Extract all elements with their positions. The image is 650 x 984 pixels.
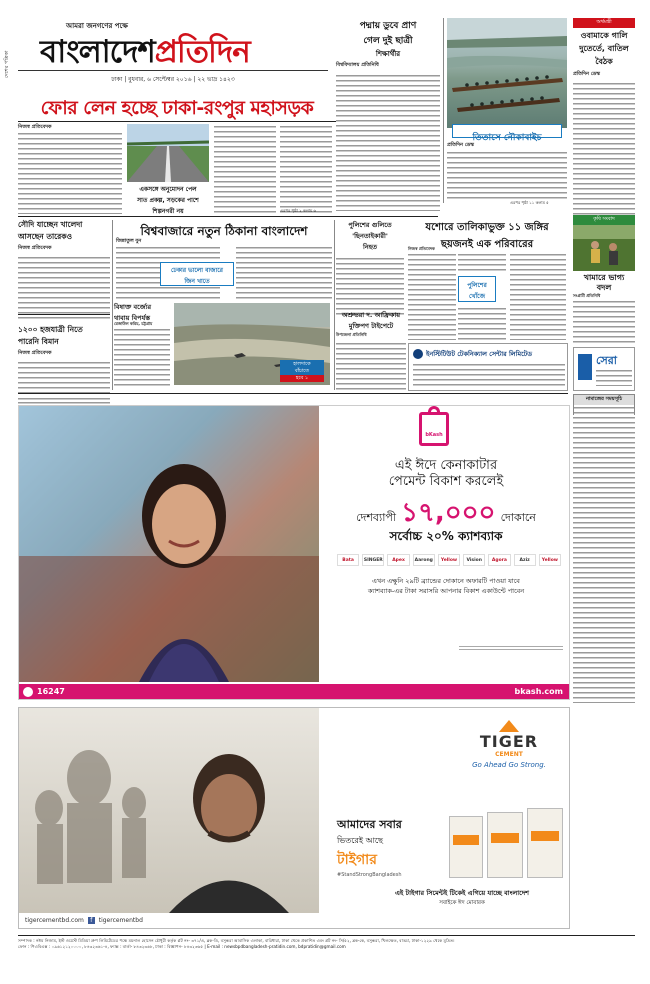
brand-logo: Agora [488,554,510,566]
cement-ad-small[interactable] [573,347,635,391]
bkash-brands [337,554,561,566]
world-market-col-2 [236,245,332,299]
world-market-headline-text: বিশ্ববাজারে নতুন ঠিকানা বাংলাদেশ [140,224,308,238]
obama-headline-3: বৈঠক [595,57,613,66]
footer-imprint [18,938,635,950]
tiger-bags [449,808,565,880]
brand-logo: Yellow [438,554,460,566]
bkash-line-4: দোকানে [500,511,536,524]
section-rule-2 [18,393,568,394]
tiger-bag-3 [527,808,563,878]
farm-byline: সংগ্রামী প্রতিনিধি [573,293,601,298]
farm-headline-1: খামারে ভাগ্য [583,273,625,282]
funeral-body [336,341,406,391]
farm-photo [573,225,635,271]
brand-logo: Aziz [514,554,536,566]
world-market-byline: জিন্নাতুল বুন [116,238,142,244]
police-headline-2: 'ছিনতাইকারী' [352,232,388,240]
inset-line-2: জিন খাতে [184,278,210,285]
bkash-hotline-icon [23,687,33,697]
badge-line-2: বাঁচাতে [294,368,310,374]
story-tag-text: অর্থমন্ত্রী [596,19,612,25]
brand-logo: Yellow [539,554,561,566]
river-col [114,327,170,389]
river-badge [280,360,324,382]
story-tag [573,18,635,28]
police-body [336,256,404,318]
top-story-drowning [336,18,440,208]
sculpture-man-image [19,708,319,913]
bkash-line-1: এই ঈদে কেনাকাটার [394,458,498,473]
caption-line-2: সাত প্রকল্প, সড়কের পাশে [137,197,199,204]
story-body [336,73,440,211]
facebook-icon: f [88,917,95,924]
bkash-line-3: দেশব্যাপী [356,511,396,524]
masthead-rule [18,70,328,71]
river-byline: রেজাউল করিম, চট্টগ্রাম [114,321,153,326]
world-market-headline [114,220,334,243]
footer-line-1: সম্পাদক : নঈম নিজাম, ইস্ট ওয়েস্ট মিডিয়া গ্রুপ লিমিটেডের পক্ষে ময়নাল হোসেন চৌধুরী কর্তৃক প্লট নং- ৩৭১/এ, ব্লক-ডি, বসুন্ধরা আবাসিক এলাকা, বারিধারা, ঢাকা থেকে প্রকাশিত এবং প্লট নং- সি/৫২, ব্লক-কে, বসুন্ধরা, খিলক্ষেত, বাড্ডা, ঢাকা-১২২৯ থেকে মুদ্রিত। [18,938,455,943]
saudi-headline-1: সৌদি যাচ্ছেন খালেদা [18,220,83,229]
yashore-headline-1: যশোরে তালিকাভুক্ত ১১ জঙ্গির [425,222,549,233]
brand-logo: SINGER [362,554,384,566]
saudi-headline-2: আসছেন তারেকও [18,232,73,241]
brand-logo: Vision [463,554,485,566]
lead-col-3 [280,124,332,214]
yashore-byline: নিজস্ব প্রতিবেদক [408,246,435,251]
boat-race-title-box [452,124,562,143]
police-headline-1: পুলিশের গুলিতে [348,221,392,229]
farm-body [573,299,635,345]
boat-race-title: তিতাসে নৌকাবাইচ [472,133,542,143]
tiger-bag-1 [449,816,483,878]
bkash-line-2: পেমেন্ট বিকাশ করলেই [388,474,504,489]
prayer-title: নামাজের সময়সূচি [574,395,634,405]
farm-headline-2: বদল [596,283,612,292]
tiger-photo [19,708,319,913]
bkash-amount: ১৭,০০০ [401,498,496,528]
agri-tag [573,215,635,225]
saudi-rule [18,314,110,315]
yashore-col-2b [458,306,506,340]
tiger-headline-3: টাইগার [337,852,377,868]
masthead-dateline: ঢাকা | বুধবার, ৬ সেপ্টেম্বর ২০১৬ | ২২ ভাদ্র ১৪২৩ [111,76,235,83]
boat-body [447,150,567,200]
agri-tag-text: কৃষি সংবাদ [593,216,615,222]
tiger-fb[interactable]: tigercementbd [98,917,143,924]
lead-cont: এরপর পৃষ্ঠা ২ কলাম ৬ [280,208,317,213]
bkash-cashback: সর্বোচ্চ ২০% ক্যাশব্যাক [389,529,503,543]
tiger-note: এই টাইগার সিমেন্টই টিকেই এগিয়ে যাচ্ছে বাংলাদেশ [394,889,530,897]
tiger-sub: CEMENT [495,751,523,758]
funeral-headline-2: মুক্তিপণ টাইপেটে [348,322,394,330]
tiger-ad[interactable] [18,707,570,929]
funeral-byline: উপজেলা প্রতিনিধি [336,332,367,337]
saudi-story [18,220,110,390]
institute-name: ইনস্টিটিউট টেকনিক্যাল সেন্টার লিমিটেড [426,350,533,358]
farm-image [573,225,635,271]
yashore-col-1 [408,252,456,340]
yashore-col-3 [510,252,566,340]
river-headline-1: বিষাক্ত বর্জ্যের [114,303,152,311]
bkash-bag-logo: bKash [425,432,443,438]
lead-col-1 [18,131,122,214]
masthead-side-tag: দেশের পত্রিকা [4,50,10,78]
tiger-web[interactable]: tigercementbd.com [25,917,84,924]
lead-headline-text: ফোর লেন হচ্ছে ঢাকা-রংপুর মহাসড়ক [40,97,314,119]
boat-race-photo [447,18,567,128]
world-market-inset [160,262,234,286]
tiger-brand: TIGER [479,732,539,751]
story-subhead: শিক্ষার্থীর [375,50,401,58]
tiger-note-2: সবাইকে ঈদ মোবারক [439,900,485,906]
inset-line-1: ঢেকার ভালো বাজারে [171,267,223,274]
yashore-label [458,276,496,302]
highway-image [127,124,209,182]
saudi-byline: নিজস্ব প্রতিবেদক [18,245,52,251]
cement-bag [578,354,592,380]
tiger-bag-2 [487,812,523,878]
mid-col-1 [18,396,110,402]
bkash-hotline[interactable]: 16247 [37,687,65,696]
tiger-tagline: Go Ahead Go Strong. [472,761,546,769]
column-divider [443,18,444,203]
badge-line-3: হবে ১ [280,375,324,382]
masthead [4,18,328,90]
column-divider [112,220,113,390]
footer-rule [18,935,635,936]
police-headline-3: নিহত [362,243,378,251]
right-col-story-lower [573,415,635,703]
yashore-headline-2: ছয়জনই এক পরিবারের [440,239,534,250]
tiger-logo-mark [499,720,519,732]
saudi-body [18,255,110,319]
bkash-band [19,684,570,700]
hajj-headline-2: পারেনি বিমান [18,337,59,346]
story-headline-2: গেল দুই ছাত্রী [363,36,413,46]
lead-rule [18,121,336,122]
institute-logo [413,349,423,359]
tiger-headline [337,816,447,878]
bkash-terms [459,644,563,650]
bkash-note-2: ক্যাশব্যাক-এর টাকা সরাসরি আপনার বিকাশ একাউন্টে পাবেন [367,587,525,595]
institute-details [413,362,565,388]
bkash-bag-icon [419,412,449,446]
top-story-obama [573,18,635,208]
footer-line-2: ফোন : পিএবিএক্স : ০৯৬১২১২০০০০, ৮৪৩২৩৬১-৪, ফ্যাক্স : বার্তা- ৮৪৩২৩৬৮, ঢাকা : বিজ্ঞাপন- ৮৪৩২৩৬৫ | E-mail : newsbpdbangladesh-pratidin.com, bdpratidin@gmail.com [18,944,346,949]
brand-logo: Apex [387,554,409,566]
yashore-label-2: খোঁজে [469,293,485,300]
story-headline: পদ্মায় ডুবে প্রাণ [359,21,417,31]
masthead-slogan: আমরা জনগণের পক্ষে [66,22,128,30]
yashore-label-1: পুলিশের [467,282,487,289]
cement-details [596,368,632,386]
obama-headline-2: দুতের্তে, বাতিল [579,44,629,53]
obama-byline: প্রতিদিন ডেস্ক [573,71,601,77]
obama-body [573,81,635,221]
tiger-headline-2: ভিতরেই আছে [337,836,383,845]
lead-byline: নিজস্ব প্রতিবেদক [18,124,52,130]
tiger-logo [459,720,559,769]
lead-headline [22,94,332,120]
woman-portrait [19,406,319,682]
hajj-byline: নিজস্ব প্রতিবেদক [18,350,52,356]
obama-headline-1: ওবামাকে গালি [580,31,628,40]
bkash-ad[interactable] [18,405,570,700]
funeral-story [336,310,406,390]
river-headline-2: থাবায় বিপর্যস্ত [114,314,150,322]
brand-logo: Aarong [413,554,435,566]
lead-col-2 [214,124,276,214]
bkash-url[interactable]: bkash.com [514,687,563,696]
brand-logo: Bata [337,554,359,566]
highway-photo [127,124,209,182]
institute-ad[interactable] [408,343,568,391]
yashore-col-2 [458,252,506,274]
section-rule-1 [18,216,438,217]
boats-image [447,18,567,128]
caption-line-3: শিল্পনগরী নয় [152,208,184,215]
tiger-hashtag: #StandStrongBangladesh [337,872,402,878]
tiger-headline-1: আমাদের সবার [337,818,402,831]
tiger-links [25,917,225,924]
masthead-title-part1: বাংলাদেশ [40,34,155,70]
hajj-headline-1: ১২০০ হজযাত্রী নিতে [18,325,83,334]
caption-line-1: একসঙ্গে অনুমোদন পেল [139,186,197,193]
cement-brand: সেরা [596,354,617,367]
masthead-logo [40,28,250,80]
boat-byline: প্রতিদিন ডেস্ক [447,142,475,148]
funeral-headline-1: অশ্রুভরা দ. আফ্রিকায় [341,311,401,319]
badge-line-1: হালদাকে [293,361,311,367]
bkash-note: এখন এক্ষুনি ২৯টি ব্র্যান্ডের দোকানে অফারটি পাওয়া যাবে [372,577,520,585]
story-byline: বিশ্ববিদ্যালয় প্রতিনিধি [336,62,379,68]
lead-photo-caption [127,184,209,217]
bkash-photo [19,406,319,682]
column-divider [334,220,335,390]
boat-cont: এরপর পৃষ্ঠা ১১ কলাম ৫ [510,200,549,205]
masthead-title-part2: প্রতিদিন [154,34,250,70]
